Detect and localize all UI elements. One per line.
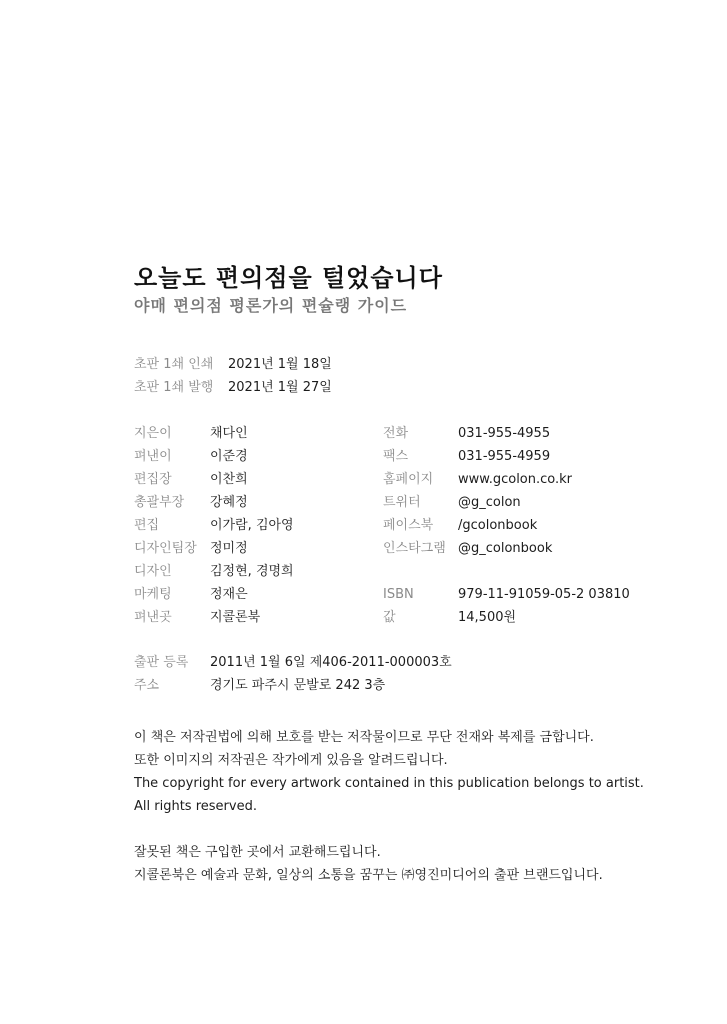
- isbn-value: 979-11-91059-05-2 03810: [458, 587, 630, 602]
- printing-value-row: [228, 379, 332, 397]
- contact-label: 홈페이지: [383, 472, 434, 487]
- address-row: [134, 677, 159, 695]
- contact-row: [383, 586, 414, 604]
- credit-value: 김정현, 경명희: [210, 564, 294, 579]
- credit-value: 지콜론북: [210, 610, 261, 625]
- contact-row: [383, 609, 396, 627]
- contact-row: [458, 494, 521, 512]
- contact-value: /gcolonbook: [458, 518, 538, 533]
- registration-value: 2011년 1월 6일 제406-2011-000003호: [210, 655, 452, 670]
- contact-row: [458, 609, 516, 627]
- price-label: 값: [383, 610, 396, 625]
- contact-value: @g_colon: [458, 495, 521, 510]
- credit-value: 이찬희: [210, 472, 248, 487]
- contact-value: 031-955-4955: [458, 426, 551, 441]
- credit-label: 총괄부장: [134, 495, 185, 510]
- brand-notice: 지콜론북은 예술과 문화, 일상의 소통을 꿈꾸는 ㈜영진미디어의 출판 브랜드입니다.: [134, 868, 603, 883]
- credit-value: 정미정: [210, 541, 248, 556]
- registration-row: [134, 654, 188, 672]
- exchange-notice: 잘못된 책은 구입한 곳에서 교환해드립니다.: [134, 845, 381, 860]
- contact-row: [458, 517, 537, 535]
- registration-label: 출판 등록: [134, 655, 189, 670]
- credit-value: 이가람, 김아영: [210, 518, 294, 533]
- credit-row: [210, 448, 248, 466]
- contact-row: [383, 540, 446, 558]
- credit-row: [210, 494, 248, 512]
- credit-row: [210, 609, 260, 627]
- contact-label: 팩스: [383, 449, 409, 464]
- credit-value: 정재은: [210, 587, 248, 602]
- credit-value: 이준경: [210, 449, 248, 464]
- printing-label: 초판 1쇄 발행: [134, 380, 214, 395]
- contact-label: 인스타그램: [383, 541, 446, 556]
- credit-row: [134, 586, 172, 604]
- contact-row: [458, 425, 550, 443]
- credit-label: 마케팅: [134, 587, 172, 602]
- printing-row: [134, 356, 213, 374]
- copyright-line: 또한 이미지의 저작권은 작가에게 있음을 알려드립니다.: [134, 753, 448, 768]
- credit-row: [134, 471, 172, 489]
- registration-row: [210, 654, 452, 672]
- credit-row: [210, 586, 248, 604]
- address-value: 경기도 파주시 문발로 242 3층: [210, 678, 386, 693]
- credit-label: 편집: [134, 518, 160, 533]
- credit-row: [210, 540, 248, 558]
- credit-row: [210, 563, 294, 581]
- contact-row: [458, 540, 552, 558]
- credit-row: [210, 425, 248, 443]
- book-subtitle: 야매 편의점 평론가의 편슐랭 가이드: [134, 296, 408, 315]
- address-label: 주소: [134, 678, 160, 693]
- contact-value: @g_colonbook: [458, 541, 553, 556]
- contact-value: www.gcolon.co.kr: [458, 472, 573, 487]
- contact-row: [458, 586, 630, 604]
- printing-value-row: [228, 356, 332, 374]
- copyright-line: 이 책은 저작권법에 의해 보호를 받는 저작물이므로 무단 전재와 복제를 금합니다.: [134, 730, 594, 745]
- printing-value: 2021년 1월 27일: [228, 380, 332, 395]
- book-title: 오늘도 편의점을 털었습니다: [134, 264, 443, 292]
- printing-label: 초판 1쇄 인쇄: [134, 357, 214, 372]
- credit-row: [134, 563, 172, 581]
- credit-row: [134, 517, 159, 535]
- contact-row: [458, 448, 550, 466]
- contact-label: 트위터: [383, 495, 421, 510]
- copyright-line: The copyright for every artwork contained in this publication belongs to artist.: [134, 776, 644, 791]
- contact-row: [383, 494, 421, 512]
- credit-row: [210, 517, 294, 535]
- price-value: 14,500원: [458, 610, 517, 625]
- credit-label: 펴낸이: [134, 449, 172, 464]
- credit-row: [134, 540, 197, 558]
- contact-row: [383, 517, 433, 535]
- contact-value: 031-955-4959: [458, 449, 551, 464]
- credit-label: 디자인: [134, 564, 172, 579]
- credit-row: [134, 425, 172, 443]
- printing-row: [134, 379, 213, 397]
- contact-label: 전화: [383, 426, 409, 441]
- credit-value: 채다인: [210, 426, 248, 441]
- contact-row: [383, 448, 408, 466]
- credit-label: 디자인팀장: [134, 541, 197, 556]
- credit-row: [134, 448, 172, 466]
- credit-row: [210, 471, 248, 489]
- credit-row: [134, 494, 184, 512]
- credit-label: 지은이: [134, 426, 172, 441]
- credit-value: 강혜정: [210, 495, 248, 510]
- address-row: [210, 677, 385, 695]
- isbn-label: ISBN: [383, 587, 414, 602]
- credit-label: 편집장: [134, 472, 172, 487]
- credit-row: [134, 609, 172, 627]
- contact-row: [383, 425, 408, 443]
- copyright-line: All rights reserved.: [134, 799, 257, 814]
- contact-row: [383, 471, 433, 489]
- contact-row: [458, 471, 572, 489]
- printing-value: 2021년 1월 18일: [228, 357, 332, 372]
- credit-label: 펴낸곳: [134, 610, 172, 625]
- contact-label: 페이스북: [383, 518, 434, 533]
